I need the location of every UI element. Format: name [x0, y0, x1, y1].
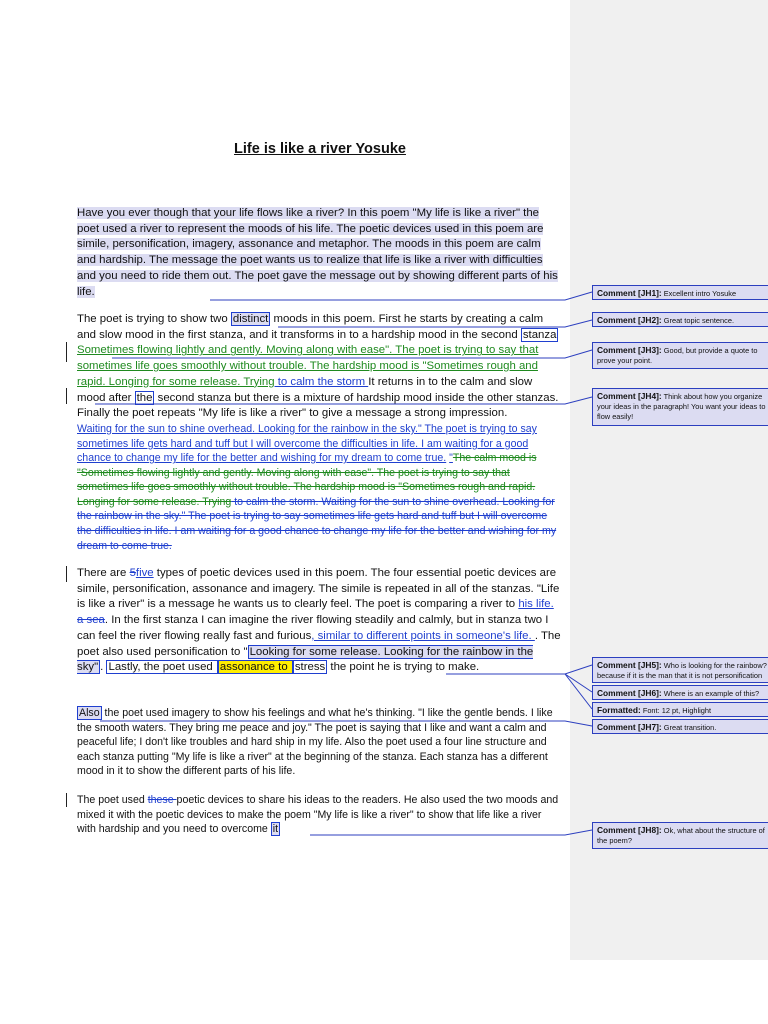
inserted-text-calm: to calm the storm [274, 375, 369, 388]
change-bar [66, 793, 67, 807]
moods-text-3: It returns in to the calm and slow mood after [77, 375, 533, 404]
comment-label: Comment [JH2]: [597, 315, 662, 325]
formatted-assonance[interactable]: assonance to [219, 661, 291, 674]
comment-jh7[interactable] [592, 719, 768, 734]
paragraph-devices[interactable] [77, 566, 561, 676]
comment-anchor-the[interactable]: the [136, 391, 153, 404]
comment-label: Comment [JH5]: [597, 660, 662, 670]
document-title: Life is like a river Yosuke [234, 141, 406, 157]
comment-jh1[interactable] [592, 285, 768, 300]
devices-text-2: types of poetic devices used in this poem. The four essential poetic devices are simile, personification, assonance and imagery. The simile is repeated in all of the stanzas. "Life is like a river" is a message he wants us to clearly feel. The poet is comparing a river to [77, 567, 560, 611]
comment-jh3[interactable] [592, 342, 768, 369]
comment-label: Formatted: [597, 705, 641, 715]
inserted-his-life: his life. [518, 598, 554, 611]
comment-text: Good, but provide a quote to prove your point. [597, 346, 758, 365]
change-bar [66, 342, 67, 362]
intro-text: Have you ever though that your life flows like a river? In this poem "My life is like a river" the poet used a river to represent the moods of his life. The poetic devices used in this poem are simile, personification, imagery, assonance and metaphor. The moods in this poem are calm and hardship. The message the poet wants us to realize that life is like a river with difficulties and you need to ride them out. The poet gave the message out by showing different parts of his life. [77, 207, 558, 298]
devices-text-5: . [100, 661, 107, 674]
comment-text: Great transition. [663, 723, 717, 732]
devices-text-4: . The poet also used personification to " [77, 629, 561, 658]
inserted-number: five [135, 567, 154, 579]
comment-anchor-looking[interactable]: Looking for some release. Looking for the rainbow in the sky" [77, 645, 534, 674]
comment-jh4[interactable] [592, 388, 768, 426]
paragraph-imagery[interactable] [77, 706, 561, 779]
comment-jh2[interactable] [592, 312, 768, 327]
moved-from-text: The calm mood is "Sometimes flowing lightly and gently. Moving along with ease". The poet is trying to say that sometimes life goes smoothly without trouble. The hardship mood is "Sometimes rough and rapid. Longing for some release. Trying [77, 452, 537, 508]
comment-anchor-stress[interactable]: stress [294, 661, 326, 674]
deleted-a-sea: a sea [77, 614, 105, 627]
devices-text-1: There are [77, 567, 130, 579]
markup-pane [570, 0, 768, 960]
inserted-quote-mark: " [449, 452, 453, 465]
comment-label: Comment [JH6]: [597, 688, 662, 698]
comment-label: Comment [JH3]: [597, 345, 662, 355]
paragraph-conclusion[interactable] [77, 793, 561, 837]
change-bar [66, 388, 67, 404]
comment-anchor-stanza[interactable]: stanza [522, 328, 557, 341]
deleted-text-waiting: Waiting for the sun to shine overhead. Looking for the rainbow in the sky." The poet is trying to say sometimes life gets hard and tuff but I will overcome the difficulties in life. I am waiting for a good chance to change my life for the better and wishing for my dream to come true. [77, 495, 557, 552]
comment-jh5[interactable] [592, 657, 768, 683]
devices-text-6: the point he is trying to make. [327, 661, 480, 674]
deleted-text-calm: to calm the storm. [231, 495, 319, 508]
comment-jh6[interactable] [592, 685, 768, 700]
comment-anchor-also[interactable]: Also [79, 707, 100, 719]
comment-anchor-it[interactable]: it [272, 823, 279, 836]
comment-text: Excellent intro Yosuke [663, 289, 737, 298]
moved-text-quote: Sometimes flowing lightly and gently. Moving along with ease". The poet is trying to say that sometimes life goes smoothly without trouble. The hardship mood is "Sometimes rough and rapid. Longing for some release. Trying [77, 344, 539, 388]
comment-label: Comment [JH8]: [597, 825, 662, 835]
conclusion-text-2: poetic devices to share his ideas to the readers. He also used the two moods and mixed it with the poetic devices to make the poem "My life is like a river" to show that life like a river with hardship and you need to overcome [77, 794, 559, 836]
inserted-similar: , similar to different points in someone's life. [311, 629, 535, 642]
comment-jh8[interactable] [592, 822, 768, 849]
comment-text: Who is looking for the rainbow? because if it is the man that it is not personification [597, 661, 767, 680]
markup-pane-footer [570, 960, 768, 1024]
comment-label: Comment [JH1]: [597, 288, 662, 298]
comment-text: Great topic sentence. [663, 316, 735, 325]
inserted-text-waiting: Waiting for the sun to shine overhead. Looking for the rainbow in the sky." The poet is trying to say sometimes life gets hard and tuff but I will overcome the difficulties in life. I am waiting for a good chance to change my life for the better and wishing for my dream to come true. [77, 422, 537, 465]
formatting-note[interactable] [592, 702, 768, 717]
comment-text: Where is an example of this? [663, 689, 760, 698]
comment-text: Think about how you organize your ideas in the paragraph! You want your ideas to flow easily! [597, 392, 766, 421]
paragraph-moods[interactable] [77, 312, 561, 553]
deleted-these: these [147, 794, 177, 806]
comment-label: Comment [JH4]: [597, 391, 662, 401]
conclusion-text-1: The poet used [77, 794, 148, 806]
moods-text-1: The poet is trying to show two [77, 313, 231, 325]
comment-anchor-lastly[interactable]: Lastly, the poet used [108, 661, 216, 674]
comment-text: Font: 12 pt, Highlight [642, 706, 712, 715]
moods-text-4: second stanza but there is a mixture of hardship mood inside the other stanzas. Finally the poet repeats "My life is like a river" to give a message a strong impression. [77, 391, 559, 420]
paragraph-intro[interactable] [77, 206, 561, 300]
comment-anchor-distinct[interactable]: distinct [232, 313, 269, 325]
devices-text-3: . In the first stanza I can imagine the river flowing steadily and calmly, but in stanza two I can feel the river flowing really fast and furious [77, 614, 549, 642]
deleted-number: 5 [129, 567, 136, 579]
change-bar [66, 566, 67, 582]
moods-text-2: moods in this poem. First he starts by creating a calm and slow mood in the first stanza, and it transforms in to a hardship mood in the second [77, 313, 544, 341]
comment-label: Comment [JH7]: [597, 722, 662, 732]
imagery-text: the poet used imagery to show his feelings and what he's thinking. "I like the gentle bends. I like the smooth waters. They bring me peace and joy." The poet is saying that I like and want a calm and peaceful life; I don't like troubles and hard ship in my life. Also the poet used a four line structure and each stanza putting "My life is like a river" at the beginning of the stanza. Each stanza has a different mood in it to show the different parts of his life. [77, 707, 553, 778]
comment-text: Ok, what about the structure of the poem? [597, 826, 765, 845]
